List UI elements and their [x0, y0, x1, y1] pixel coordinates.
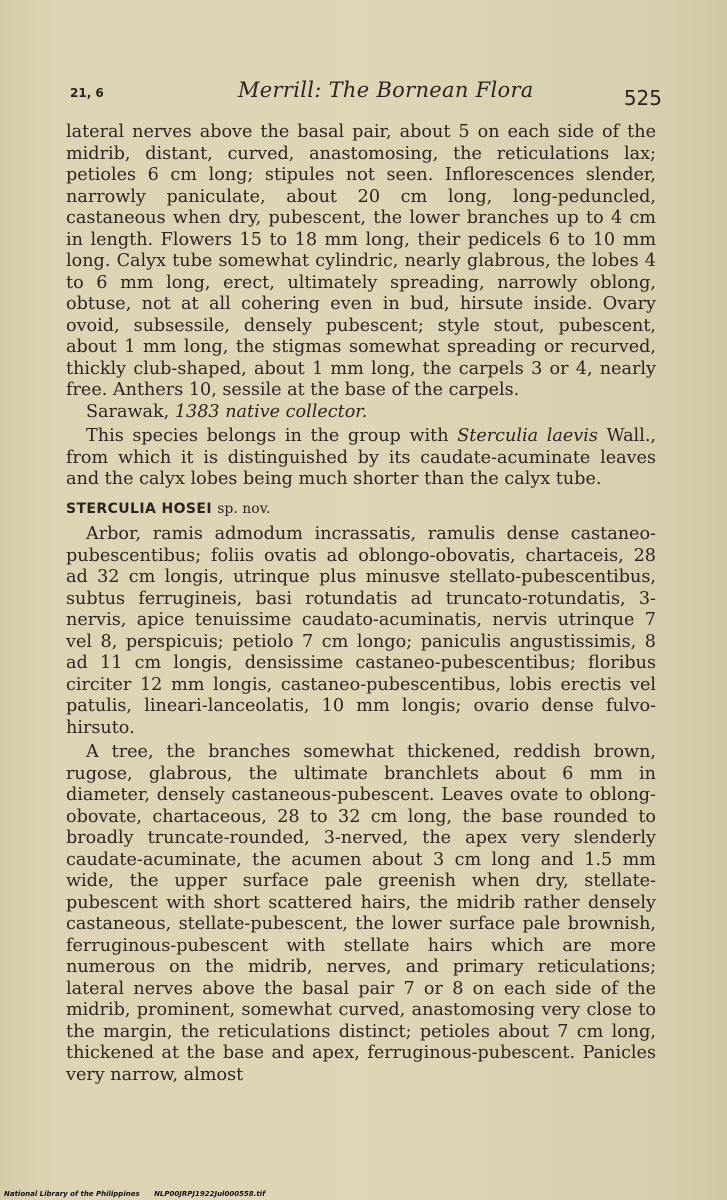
continued-description: lateral nerves above the basal pair, about 5 on each side of the midrib, distant, curved, anastomosing, the reticulations lax; petioles 6 cm long; stipules not seen. Inflorescences slender, narrowly paniculate, about 20 cm long, long-peduncled, castaneous when dry, pubescent, the lower branches up to 4 cm in length. Flowers 15 to 18 mm long, their pedicels 6 to 10 mm long. Calyx tube somewhat cylindric, nearly glabrous, the lobes 4 to 6 mm long, erect, ultimately spreading, narrowly oblong, obtuse, not at all cohering even in bud, hirsute inside. Ovary ovoid, subsessile, densely pubescent; style stout, pubescent, about 1 mm long, the stigmas somewhat spreading or recurved, thickly club-shaped, about 1 mm long, the carpels 3 or 4, nearly free. Anthers 10, sessile at the base of the carpels.: [66, 122, 656, 400]
running-title: Merrill: The Bornean Flora: [238, 78, 534, 102]
latin-diagnosis: Arbor, ramis admodum incrassatis, ramulis dense castaneo-pubescentibus; foliis ovatis ad oblongo-obovatis, chartaceis, 28 ad 32 cm longis, utrinque plus minusve stellato-pubescentibus, subtus ferrugineis, basi rotundatis ad truncato-rotundatis, 3-nervis, apice tenuissime caudato-acuminatis, nervis utrinque 7 vel 8, perspicuis; petiolo 7 cm longo; paniculis angustissimis, 8 ad 11 cm longis, densissime castaneo-pubescentibus; floribus circiter 12 mm longis, castaneo-pubescentibus, lobis erectis vel patulis, lineari-lanceolatis, 10 mm longis; ovario dense fulvo-hirsuto.: [66, 524, 656, 738]
species-reference: Sterculia laevis: [457, 426, 598, 446]
running-header: [66, 78, 662, 114]
scan-footer: [4, 1190, 277, 1198]
specimen-locality: Sarawak,: [86, 401, 175, 422]
affinity-text-1: This species belongs in the group with: [86, 426, 458, 446]
english-description: A tree, the branches somewhat thickened, reddish brown, rugose, glabrous, the ultimate branchlets about 6 mm in diameter, densely castaneous-pubescent. Leaves ovate to oblong-obovate, chartaceous, 28 to 32 cm long, the base rounded to broadly truncate-rounded, 3-nerved, the apex very slenderly caudate-acuminate, the acumen about 3 cm long and 1.5 mm wide, the upper surface pale greenish when dry, stellate-pubescent with short scattered hairs, the midrib rather densely castaneous, stellate-pubescent, the lower surface pale brownish, ferruginous-pubescent with stellate hairs which are more numerous on the midrib, nerves, and primary reticulations; lateral nerves above the basal pair 7 or 8 on each side of the midrib, prominent, somewhat curved, anastomosing very close to the margin, the reticulations distinct; petioles about 7 cm long, thickened at the base and apex, ferruginous-pubescent. Panicles very narrow, almost: [66, 742, 656, 1085]
affinity-text-2: Wall., from which it is distinguished by its caudate-acuminate leaves and the calyx lobes being much shorter than the calyx tube.: [66, 426, 656, 489]
species-status: sp. nov.: [217, 500, 271, 517]
library-credit: National Library of the Philippines: [4, 1190, 140, 1198]
affinity-note: [66, 426, 656, 491]
volume-number: 21, 6: [70, 86, 104, 100]
page-body: [66, 122, 656, 1086]
page-number: 525: [623, 86, 662, 110]
species-heading: [66, 499, 656, 521]
species-name: STERCULIA HOSEI: [66, 500, 212, 517]
file-id: NLP00JRPJ1922Jul000558.tif: [154, 1190, 266, 1198]
specimen-citation: [66, 402, 656, 424]
specimen-collector: 1383 native collector.: [174, 401, 368, 422]
